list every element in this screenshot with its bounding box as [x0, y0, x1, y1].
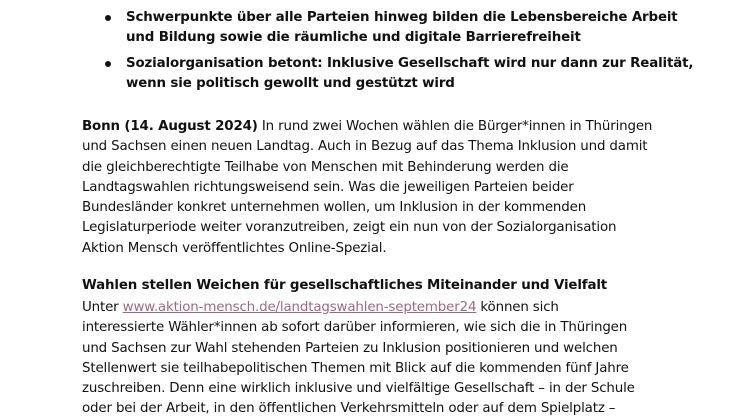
section-line: zuschreiben. Denn eine wirklich inklusive und vielfältige Gesellschaft – in der Schule: [82, 381, 635, 397]
section-line: Stellenwert sie teilhabepolitischen Themen mit Blick auf die kommenden fünf Jahre: [82, 360, 629, 376]
intro-line: In rund zwei Wochen wählen die Bürger*innen in Thüringen: [257, 119, 653, 134]
section-line: oder bei der Arbeit, in den öffentlichen Verkehrsmitteln oder auf dem Spielplatz –: [82, 401, 616, 417]
bullet-item: [126, 54, 726, 94]
bullet-item: [126, 8, 726, 48]
intro-line: Bundesländer konkret unternehmen wollen, um Inklusion in der kommenden: [82, 200, 587, 216]
intro-line: Legislaturperiode weiter voranzutreiben, zeigt ein nun von der Sozialorganisation: [82, 220, 617, 236]
dateline: Bonn (14. August 2024): [82, 119, 258, 134]
section-suffix: können sich: [476, 300, 559, 315]
section-paragraph: [82, 298, 702, 420]
section-line: und Sachsen zur Wahl stehenden Parteien zu Inklusion positionieren und welchen: [82, 340, 618, 356]
section-prefix: Unter: [82, 300, 123, 315]
bullet-line: wenn sie politisch gewollt und gestützt wird: [126, 76, 455, 91]
intro-line: und Sachsen einen neuen Landtag. Auch in Bezug auf das Thema Inklusion und damit: [82, 139, 648, 155]
bullet-point-icon: [105, 61, 111, 67]
intro-line: Landtagswahlen richtungsweisend sein. Was die jeweiligen Parteien beider: [82, 179, 574, 195]
intro-first-line: [82, 117, 702, 137]
campaign-link[interactable]: www.aktion-mensch.de/landtagswahlen-september24: [122, 300, 477, 315]
section-first-line: [82, 298, 702, 318]
bullet-point-icon: [105, 15, 111, 21]
bullet-line: Schwerpunkte über alle Parteien hinweg bilden die Lebensbereiche Arbeit: [126, 10, 678, 25]
bullet-line: Sozialorganisation betont: Inklusive Gesellschaft wird nur dann zur Realität,: [126, 56, 694, 71]
intro-line: die gleichberechtigte Teilhabe von Menschen mit Behinderung werden die: [82, 159, 569, 175]
section-heading: Wahlen stellen Weichen für gesellschaftliches Miteinander und Vielfalt: [82, 278, 608, 293]
section-line: interessierte Wähler*innen ab sofort darüber informieren, wie sich die in Thüringen: [82, 320, 628, 336]
intro-paragraph: [82, 117, 702, 259]
intro-line: Aktion Mensch veröffentlichtes Online-Spezial.: [82, 240, 387, 256]
bullet-line: und Bildung sowie die räumliche und digitale Barrierefreiheit: [126, 30, 581, 45]
